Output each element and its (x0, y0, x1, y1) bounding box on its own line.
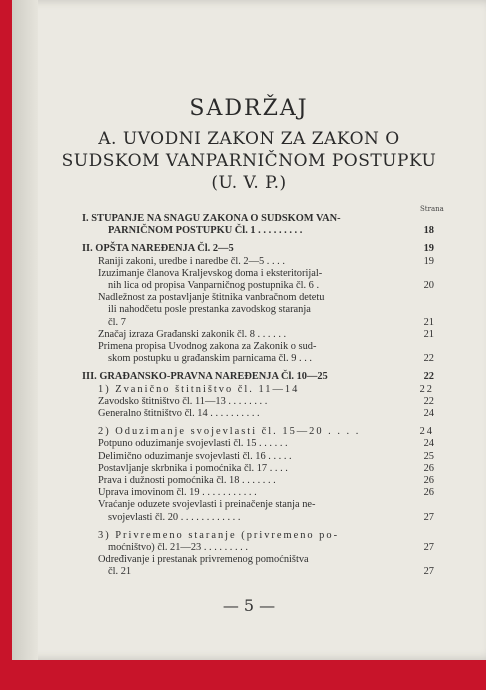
toc-entry (82, 396, 434, 408)
toc-entry (82, 225, 434, 237)
toc-entry (82, 280, 434, 292)
toc-entry (82, 487, 434, 499)
section-heading-line-2: SUDSKOM VANPARNIČNOM POSTUPKU (61, 151, 437, 171)
toc-entry-text: Vraćanje oduzete svojevlasti i preinačenje stanja ne- (98, 499, 316, 511)
section-heading-line-3: (U. V. P.) (211, 173, 287, 193)
toc-entry-text: 2) Oduzimanje svojevlasti čl. 15—20 . . . . (98, 426, 361, 438)
toc-entry-page: 24 (423, 438, 434, 450)
toc-entry-text: I. STUPANJE NA SNAGU ZAKONA O SUDSKOM VAN- (82, 213, 341, 224)
toc-entry (82, 243, 434, 255)
toc-entry-page: 26 (423, 475, 434, 487)
toc-entry (82, 451, 434, 463)
toc-entry (82, 268, 434, 280)
toc-entry-text: PARNIČNOM POSTUPKU Čl. 1 . . . . . . . . . (108, 225, 303, 237)
page-number: — 5 — (222, 596, 276, 615)
toc-entry-page: 21 (423, 316, 434, 328)
toc-entry-page: 22 (419, 383, 434, 395)
toc-entry-text: moćništvo) čl. 21—23 . . . . . . . . . (108, 542, 248, 554)
toc-entry (82, 512, 434, 524)
toc-entry-text: II. OPŠTA NAREĐENJA Čl. 2—5 (82, 243, 234, 255)
toc-entry-page: 22 (423, 395, 434, 407)
toc-entry-text: Generalno štitništvo čl. 14 . . . . . . . . . . (98, 408, 260, 420)
toc-entry-text: ili nahodčetu posle prestanka zavodskog staranja (108, 304, 311, 316)
toc-entry (82, 530, 434, 542)
toc-entry-text: svojevlasti čl. 20 . . . . . . . . . . . . (108, 511, 241, 523)
toc-entry-text: Zavodsko štitništvo čl. 11—13 . . . . . . . . (98, 395, 268, 407)
book-page (12, 0, 486, 660)
toc-entry (82, 213, 434, 225)
toc-entry (82, 408, 434, 420)
toc-entry-text: III. GRAĐANSKO-PRAVNA NAREĐENJA Čl. 10—25 (82, 371, 328, 383)
toc-entry-page: 22 (423, 371, 434, 383)
toc-entry (82, 542, 434, 554)
toc-entry (82, 384, 434, 396)
toc-entry-text: Primena propisa Uvodnog zakona za Zakonik o sud- (98, 341, 317, 353)
toc-entry (82, 304, 434, 316)
toc-entry-text: 3) Privremeno staranje (privremeno po- (98, 529, 340, 541)
toc-entry-text: Značaj izraza Građanski zakonik čl. 8 . . . . . . (98, 328, 287, 340)
toc-entry (82, 566, 434, 578)
toc-entry-text: Određivanje i prestanak privremenog pomoćništva (98, 554, 309, 566)
toc-entry-text: Delimično oduzimanje svojevlasti čl. 16 . . . . . (98, 450, 292, 462)
section-heading-line-1: A. UVODNI ZAKON ZA ZAKON O (98, 129, 400, 149)
toc-entry-text: skom postupku u građanskim parnicama čl. 9 . . . (108, 353, 313, 365)
toc-entry-page: 24 (419, 426, 434, 438)
toc-entry-page: 19 (423, 255, 434, 267)
toc-entry-text: Nadležnost za postavljanje štitnika vanbračnom detetu (98, 292, 325, 304)
toc-entry (82, 463, 434, 475)
toc-entry (82, 256, 434, 268)
table-of-contents (82, 213, 434, 579)
toc-entry-page: 24 (423, 408, 434, 420)
toc-entry-text: čl. 21 (108, 566, 132, 578)
toc-entry-page: 26 (423, 487, 434, 499)
toc-entry-page: 18 (423, 225, 434, 237)
toc-entry-text: Izuzimanje članova Kraljevskog doma i eksteritorijal- (98, 267, 323, 279)
toc-entry (82, 353, 434, 365)
toc-entry (82, 341, 434, 353)
toc-entry (82, 292, 434, 304)
toc-entry-text: Potpuno oduzimanje svojevlasti čl. 15 . . . . . . (98, 438, 288, 450)
toc-entry-text: 1) Zvanično štitništvo čl. 11—14 (98, 383, 300, 395)
toc-entry-page: 25 (423, 450, 434, 462)
toc-entry-page: 27 (423, 542, 434, 554)
toc-entry-page: 27 (423, 511, 434, 523)
toc-entry (82, 317, 434, 329)
toc-entry-text: Prava i dužnosti pomoćnika čl. 18 . . . . . . . (98, 475, 276, 487)
toc-entry-page: 26 (423, 462, 434, 474)
toc-entry-page: 19 (423, 243, 434, 255)
toc-entry-page: 22 (423, 353, 434, 365)
toc-entry (82, 438, 434, 450)
toc-entry (82, 475, 434, 487)
section-heading (52, 128, 446, 194)
page-title: SADRŽAJ (189, 96, 309, 121)
toc-entry-page: 27 (423, 566, 434, 578)
toc-entry-text: čl. 7 (108, 316, 126, 328)
toc-entry-page: 21 (423, 328, 434, 340)
page-column-label: Strana (420, 205, 444, 213)
toc-entry (82, 426, 434, 438)
toc-entry (82, 371, 434, 383)
toc-entry-text: Postavljanje skrbnika i pomoćnika čl. 17 . . . . (98, 462, 288, 474)
toc-entry-text: Uprava imovinom čl. 19 . . . . . . . . . . . (98, 487, 257, 499)
toc-entry-text: nih lica od propisa Vanparničnog postupnika čl. 6 . (108, 280, 320, 292)
toc-entry (82, 554, 434, 566)
toc-entry-text: Raniji zakoni, uredbe i naredbe čl. 2—5 . . . . (98, 255, 285, 267)
toc-entry (82, 329, 434, 341)
toc-entry (82, 499, 434, 511)
toc-entry-page: 20 (423, 280, 434, 292)
